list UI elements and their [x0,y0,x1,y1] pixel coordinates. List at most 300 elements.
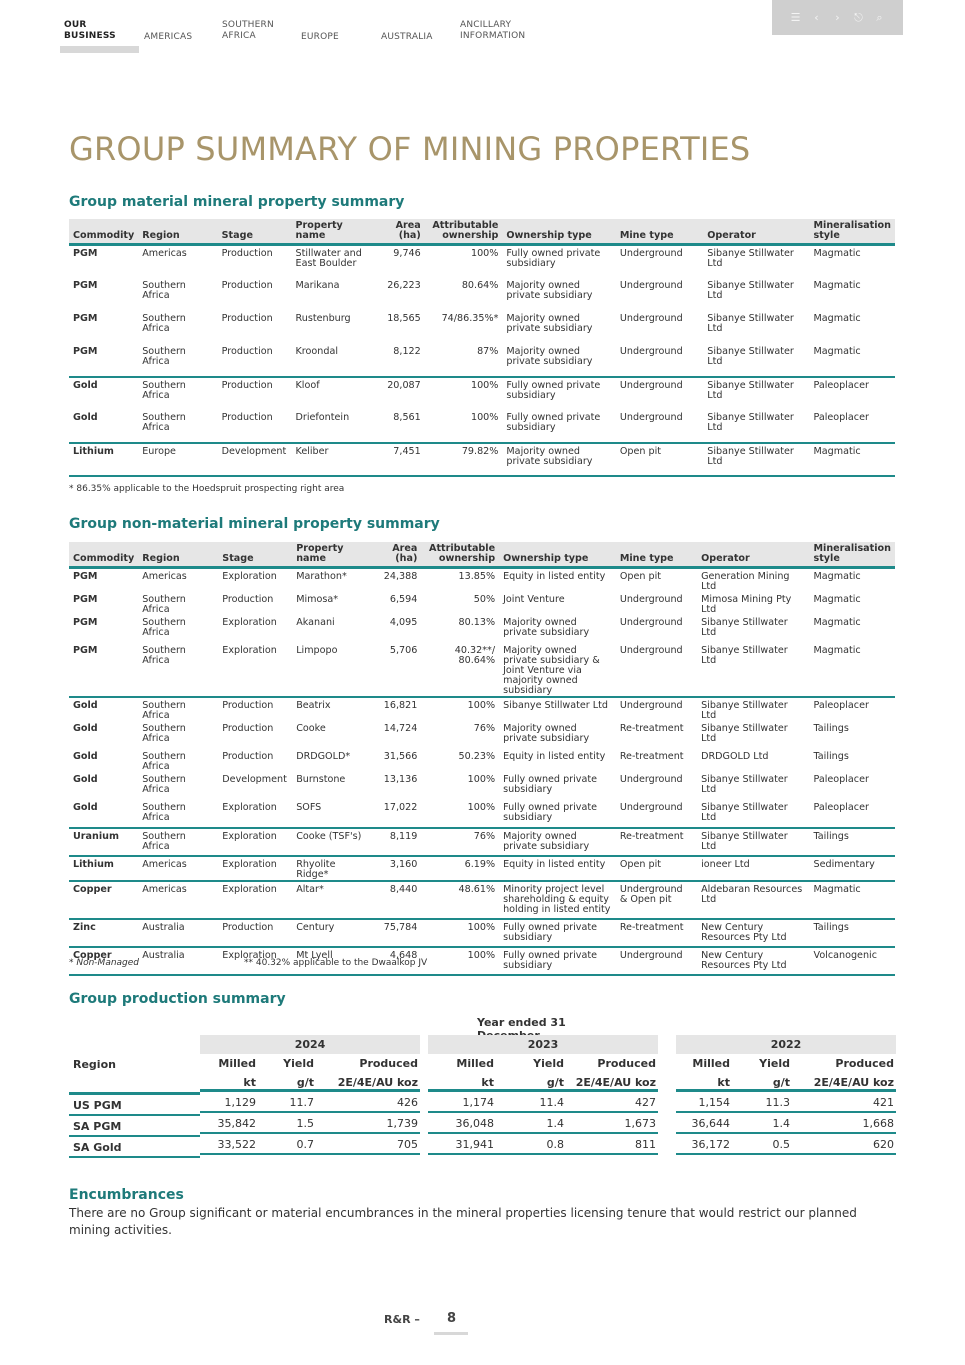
table-cell: Sibanye Stillwater Ltd [703,410,809,443]
table-cell: g/t [296,1076,314,1089]
table-cell: 13.85% [458,571,496,582]
table-cell: 50.23% [458,751,496,762]
table-cell: 20,087 [387,379,421,391]
table-cell: Mimosa* [296,594,339,605]
table-row [69,410,895,443]
col-ownership: Attributable ownership [425,219,503,245]
table-cell: 100% [470,379,499,391]
table-cell: Sibanye Stillwater Ltd [703,443,809,476]
table-row [69,856,895,881]
table-cell: Equity in listed entity [499,856,616,881]
col-property-name: Property name [292,219,376,245]
table-header-row [69,542,895,568]
table-cell: 8,122 [376,344,425,377]
table-cell: PGM [73,312,98,324]
page-title: GROUP SUMMARY OF MINING PROPERTIES [69,130,751,168]
table-cell: 33,522 [217,1138,256,1151]
year-block-2022 [676,1035,896,1155]
table-cell: Production [222,723,274,734]
nav-our-business[interactable]: OUR BUSINESS [64,20,116,41]
menu-icon[interactable]: ☰ [790,11,801,24]
table-cell: Minority project level shareholding & equity holding in listed entity [499,881,616,919]
table-cell: Southern Africa [142,774,186,795]
table-row [69,772,895,800]
table-cell: Produced [835,1057,894,1070]
table-row [200,1134,420,1155]
col-operator: Operator [697,542,809,568]
year-block-2024 [200,1035,420,1155]
nav-active-indicator [60,46,139,53]
table-cell: 17,022 [373,800,422,828]
table-cell: 6,594 [389,594,418,605]
table-cell: 2E/4E/AU koz [575,1076,656,1089]
table-cell: 11.4 [539,1096,564,1109]
material-property-table [69,219,895,477]
col-ownership-type: Ownership type [502,219,615,245]
region-header: Region [73,1058,116,1071]
table-cell: Underground [616,410,703,443]
table-cell: Gold [73,379,98,391]
table-cell: Zinc [69,919,138,947]
table-cell: 2E/4E/AU koz [813,1076,894,1089]
table-cell: Underground [619,774,683,785]
table-cell: Tailings [810,828,896,856]
table-cell: 76% [421,828,499,856]
col-mine-type: Mine type [616,219,703,245]
table-cell: 100% [421,919,499,947]
table-cell: Re-treatment [616,828,697,856]
nav-ancillary-information[interactable]: ANCILLARY INFORMATION [460,20,526,41]
table-cell: Production [221,312,273,324]
table-row [69,443,895,476]
table-cell: Copper [69,947,138,975]
table-cell: Underground [616,947,697,975]
table-cell: Magmatic [813,312,861,324]
table-cell: Paleoplacer [813,700,869,711]
nonmaterial-footnote-2: ** 40.32% applicable to the Dwaalkop JV [244,958,428,968]
col-area: Area (ha) [373,542,422,568]
table-row [69,278,895,311]
table-cell: 75,784 [373,919,422,947]
table-cell: 11.3 [765,1096,790,1109]
table-cell: Southern Africa [142,279,186,301]
col-mineralisation: Mineralisation style [810,542,896,568]
table-cell: 87% [425,344,503,377]
table-cell: 48.61% [421,881,499,919]
table-cell: 1,673 [624,1117,656,1130]
region-sa-gold: SA Gold [69,1137,200,1158]
col-ownership-type: Ownership type [499,542,616,568]
table-cell: Europe [138,443,217,476]
table-cell: Kroondal [292,344,376,377]
table-cell: Equity in listed entity [503,751,606,762]
page-number: 8 [447,1311,457,1326]
table-cell: 705 [397,1138,418,1151]
table-cell: Magmatic [813,594,861,605]
table-cell: Lithium [69,443,138,476]
nonmaterial-section-title: Group non-material mineral property summary [69,516,440,532]
table-cell: Altar* [292,881,373,919]
table-cell: 1,668 [862,1117,894,1130]
table-cell: Magmatic [813,617,861,628]
nav-europe[interactable]: EUROPE [301,32,339,42]
table-cell: Underground [616,344,703,377]
table-cell: PGM [73,594,98,605]
year-header: 2023 [428,1035,658,1054]
table-row [69,311,895,344]
table-cell: Open pit [616,856,697,881]
nonmaterial-property-table [69,542,895,976]
table-cell: Burnstone [296,774,346,785]
table-row [69,568,895,593]
table-cell: Fully owned private subsidiary [499,800,616,828]
table-cell: 100% [425,410,503,443]
encumbrances-text: There are no Group significant or material encumbrances in the mineral properties licensing tenure that would restrict our planned mining activities. [69,1206,857,1237]
col-ownership: Attributable ownership [421,542,499,568]
table-cell: Southern Africa [142,751,186,772]
table-cell: Underground [619,248,683,259]
table-cell: DRDGOLD* [296,751,351,762]
table-cell: Paleoplacer [813,774,869,785]
table-cell: Exploration [218,643,292,697]
table-cell: DRDGOLD Ltd [701,751,769,762]
table-cell: Underground [619,379,683,391]
encumbrances-title: Encumbrances [69,1187,184,1203]
table-cell: 1,174 [462,1096,494,1109]
table-row [69,919,895,947]
exit-icon[interactable]: ⎋ [854,10,863,24]
table-cell: 24,388 [383,571,418,582]
hdr-row [428,1054,658,1073]
table-cell: Tailings [810,919,896,947]
table-cell: 426 [397,1096,418,1109]
table-row [69,881,895,919]
table-cell: Southern Africa [142,617,186,638]
table-cell: Sibanye Stillwater Ltd [701,700,788,721]
table-cell: Southern Africa [138,800,218,828]
table-cell: Equity in listed entity [503,571,606,582]
table-row [69,643,895,697]
table-row [69,697,895,721]
table-cell: Beatrix [296,700,331,711]
material-section-title: Group material mineral property summary [69,194,405,210]
col-stage: Stage [218,542,292,568]
table-cell: Americas [142,571,187,582]
table-cell: New Century Resources Pty Ltd [697,947,809,975]
year-header: 2022 [676,1035,896,1054]
table-cell: Majority owned private subsidiary [502,344,615,377]
table-cell: 5,706 [373,643,422,697]
table-cell: Re-treatment [619,723,684,734]
table-cell: Magmatic [813,279,861,291]
table-cell: Development [222,774,287,785]
table-cell: 8,119 [373,828,422,856]
table-cell: Open pit [619,571,662,582]
table-cell: Fully owned private subsidiary [506,248,601,269]
table-cell: Stillwater and East Boulder [295,248,362,269]
table-cell: Underground [619,617,683,628]
table-cell: 36,048 [455,1117,494,1130]
table-cell: Southern Africa [142,312,186,334]
table-cell: Southern Africa [138,828,218,856]
table-cell: Milled [218,1057,256,1070]
table-cell: Sibanye Stillwater Ltd [701,723,788,744]
table-cell: 40.32**/ 80.64% [421,643,499,697]
table-cell: Marikana [295,279,340,291]
table-cell: Majority owned private subsidiary [506,279,593,301]
search-icon[interactable]: ⌕ [876,10,883,24]
table-cell: Production [218,410,292,443]
table-cell: Marathon* [296,571,347,582]
table-cell: 80.13% [458,617,496,628]
page-footer [384,1311,457,1326]
table-cell: 1.5 [296,1117,314,1130]
table-cell: Copper [69,881,138,919]
table-cell: Magmatic [813,571,861,582]
unit-row [200,1073,420,1092]
table-cell: Production [222,594,274,605]
table-cell: Sibanye Stillwater Ltd [707,279,794,301]
table-cell: Uranium [69,828,138,856]
table-cell: Exploration [218,947,292,975]
table-cell: Southern Africa [138,643,218,697]
table-cell: Exploration [218,828,292,856]
unit-row [676,1073,896,1092]
table-cell: Gold [69,410,138,443]
table-cell: Australia [138,919,218,947]
table-cell: 1,154 [698,1096,730,1109]
table-cell: 1,739 [386,1117,418,1130]
table-cell: Underground & Open pit [616,881,697,919]
table-cell: Fully owned private subsidiary [503,774,597,795]
table-cell: Sibanye Stillwater Ltd [703,344,809,377]
table-cell: 1.4 [546,1117,564,1130]
table-cell: New Century Resources Pty Ltd [697,919,809,947]
table-cell: Magmatic [813,248,861,259]
table-row [69,377,895,410]
table-cell: Gold [73,751,98,762]
region-sa-pgm: SA PGM [69,1116,200,1137]
table-cell: PGM [73,571,98,582]
footer-label: R&R – [384,1313,420,1326]
table-cell: Americas [142,248,187,259]
production-section-title: Group production summary [69,991,286,1007]
table-cell: 14,724 [383,723,418,734]
table-cell: 1.4 [772,1117,790,1130]
table-cell: Sibanye Stillwater Ltd [707,312,794,334]
table-row [69,721,895,749]
chevron-left-icon[interactable]: ‹ [814,11,819,24]
material-footnote: * 86.35% applicable to the Hoedspruit prospecting right area [69,484,345,494]
nav-southern-africa[interactable]: SOUTHERN AFRICA [222,20,274,41]
table-row [676,1113,896,1134]
table-cell: Underground [619,594,683,605]
table-cell: Paleoplacer [810,800,896,828]
table-cell: Southern Africa [138,410,217,443]
table-cell: Fully owned private subsidiary [499,947,616,975]
table-cell: Yield [759,1057,790,1070]
table-cell: PGM [73,279,98,291]
table-cell: Southern Africa [142,700,186,721]
table-cell: Generation Mining Ltd [701,571,790,592]
table-cell: Joint Venture [503,594,565,605]
table-cell: Sibanye Stillwater Ltd [701,617,788,638]
table-cell: PGM [73,248,98,259]
table-cell: Development [218,443,292,476]
table-cell: Americas [138,856,218,881]
table-cell: Produced [359,1057,418,1070]
table-cell: SOFS [292,800,373,828]
hdr-row [200,1054,420,1073]
table-cell: 26,223 [387,279,421,291]
table-cell: 2E/4E/AU koz [337,1076,418,1089]
table-cell: ioneer Ltd [697,856,809,881]
table-cell: 0.7 [296,1138,314,1151]
table-cell: Underground [619,312,683,324]
table-cell: 100% [421,947,499,975]
region-column [69,1035,200,1158]
table-cell: 36,644 [691,1117,730,1130]
table-cell: g/t [546,1076,564,1089]
table-row [676,1134,896,1155]
table-cell: Gold [73,723,98,734]
table-cell: PGM [69,643,138,697]
table-row [428,1092,658,1113]
table-cell: 9,746 [393,248,421,259]
table-cell: g/t [772,1076,790,1089]
table-cell: Sibanye Stillwater Ltd [697,800,809,828]
table-cell: Exploration [218,856,292,881]
table-cell: Magmatic [810,881,896,919]
table-cell: Open pit [616,443,703,476]
table-row [69,245,895,278]
table-cell: Sibanye Stillwater Ltd [701,774,788,795]
table-cell: 427 [635,1096,656,1109]
table-cell: kt [717,1076,730,1089]
table-cell: PGM [73,617,98,628]
col-region: Region [138,219,217,245]
table-cell: Rustenburg [295,312,351,324]
table-cell: Magmatic [810,344,896,377]
table-cell: 31,566 [383,751,418,762]
nav-americas[interactable]: AMERICAS [144,32,193,42]
table-row [69,344,895,377]
table-cell: Tailings [813,751,849,762]
table-row [428,1134,658,1155]
table-cell: 31,941 [455,1138,494,1151]
table-row [69,828,895,856]
col-operator: Operator [703,219,809,245]
table-cell: Gold [73,774,98,785]
col-commodity: Commodity [69,542,138,568]
table-row [428,1113,658,1134]
year-header: 2024 [200,1035,420,1054]
table-cell: Yield [533,1057,564,1070]
col-area: Area (ha) [376,219,425,245]
table-cell: 421 [873,1096,894,1109]
table-cell: 0.8 [546,1138,564,1151]
table-cell: kt [243,1076,256,1089]
chevron-right-icon[interactable]: › [835,11,840,24]
table-cell: Sibanye Stillwater Ltd [707,248,794,269]
table-cell: Majority owned private subsidiary [499,828,616,856]
table-cell: Magmatic [810,643,896,697]
table-cell: 0.5 [772,1138,790,1151]
table-cell: 7,451 [376,443,425,476]
table-cell: Production [221,279,273,291]
table-cell: Underground [616,800,697,828]
table-row [676,1092,896,1113]
table-cell: Magmatic [810,443,896,476]
table-cell: Fully owned private subsidiary [502,410,615,443]
table-cell: Aldebaran Resources Ltd [697,881,809,919]
table-cell: 6.19% [421,856,499,881]
col-property-name: Property name [292,542,373,568]
table-cell: kt [481,1076,494,1089]
table-row [69,947,895,975]
table-header-row [69,219,895,245]
table-cell: 1,129 [224,1096,256,1109]
table-cell: Mt Lyell [292,947,373,975]
table-cell: Paleoplacer [810,410,896,443]
year-block-2023 [428,1035,658,1155]
table-cell: Majority owned private subsidiary [502,443,615,476]
col-stage: Stage [218,219,292,245]
table-cell: Fully owned private subsidiary [506,379,601,401]
table-cell: 8,561 [376,410,425,443]
table-cell: Production [221,379,273,391]
table-cell: Sedimentary [810,856,896,881]
table-cell: 100% [467,774,496,785]
col-commodity: Commodity [69,219,138,245]
table-cell: Milled [456,1057,494,1070]
table-cell: Yield [283,1057,314,1070]
table-cell: 620 [873,1138,894,1151]
table-cell: 18,565 [387,312,421,324]
table-cell: Americas [138,881,218,919]
table-cell: Mimosa Mining Pty Ltd [701,594,792,615]
table-cell: Australia [138,947,218,975]
nav-australia[interactable]: AUSTRALIA [381,32,433,42]
table-cell: Tailings [813,723,849,734]
toolbar [772,0,903,35]
table-cell: Exploration [218,800,292,828]
table-cell: Underground [619,700,683,711]
table-cell: Gold [73,700,98,711]
table-cell: Southern Africa [142,594,186,615]
table-cell: 100% [470,248,499,259]
table-row [69,749,895,772]
region-us-pgm: US PGM [69,1095,200,1116]
table-cell: Production [218,919,292,947]
table-cell: 100% [467,700,496,711]
table-cell: Akanani [296,617,335,628]
table-cell: 76% [473,723,496,734]
table-cell: 36,172 [691,1138,730,1151]
table-cell: Lithium [69,856,138,881]
col-mineralisation: Mineralisation style [810,219,896,245]
table-cell: PGM [69,344,138,377]
table-cell: Fully owned private subsidiary [499,919,616,947]
table-cell: Paleoplacer [813,379,869,391]
table-cell: Production [221,248,273,259]
unit-row [428,1073,658,1092]
table-cell: Southern Africa [138,344,217,377]
table-cell: 11.7 [289,1096,314,1109]
table-cell: Milled [692,1057,730,1070]
table-cell: Re-treatment [616,919,697,947]
table-cell: 16,821 [383,700,418,711]
